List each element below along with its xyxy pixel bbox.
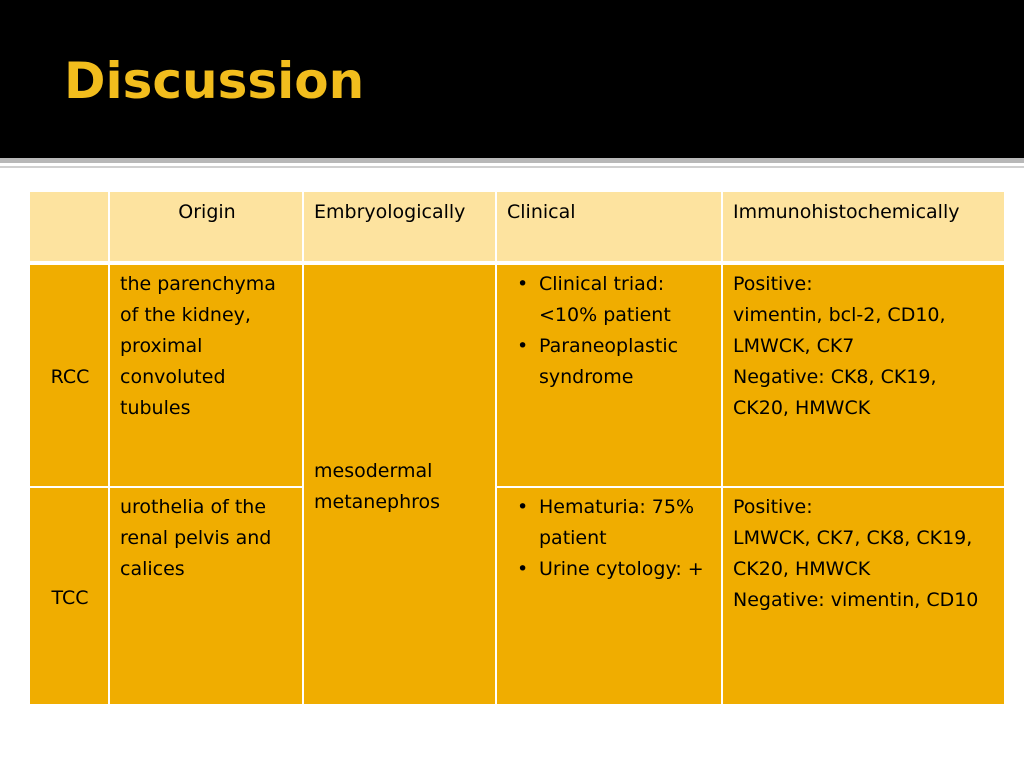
ihc-cell-rcc [722,263,1005,487]
origin-cell-tcc: urothelia of the renal pelvis and calices [109,487,303,705]
origin-cell-rcc: the parenchyma of the kidney, proximal convoluted tubules [109,263,303,487]
embryologically-merged-cell: mesodermal metanephros [303,263,496,705]
clinical-item: • Clinical triad: <10% patient [539,269,713,331]
slide-title: Discussion [64,52,365,110]
clinical-cell-rcc [496,263,722,487]
ihc-cell-tcc [722,487,1005,705]
table-row-tcc [29,487,1005,705]
ihc-line: Negative: CK8, CK19, CK20, HMWCK [733,366,937,419]
row-label-rcc: RCC [29,263,109,487]
clinical-item: • Urine cytology: + [539,554,713,585]
header-origin: Origin [109,191,303,263]
ihc-line: vimentin, bcl-2, CD10, LMWCK, CK7 [733,304,946,357]
clinical-item: • Hematuria: 75% patient [539,492,713,554]
ihc-line: Negative: vimentin, CD10 [733,589,979,611]
ihc-line: Positive: [733,496,813,518]
clinical-list-tcc [507,492,713,585]
ihc-line: LMWCK, CK7, CK8, CK19, CK20, HMWCK [733,527,973,580]
table-row-rcc [29,263,1005,487]
comparison-table [28,190,1006,706]
clinical-list-rcc [507,269,713,393]
clinical-cell-tcc [496,487,722,705]
header-embryologically: Embryologically [303,191,496,263]
header-immunohistochemically: Immunohistochemically [722,191,1005,263]
header-cell-empty [29,191,109,263]
table-header-row [29,191,1005,263]
clinical-item: • Paraneoplastic syndrome [539,331,713,393]
header-clinical: Clinical [496,191,722,263]
row-label-tcc: TCC [29,487,109,705]
ihc-line: Positive: [733,273,813,295]
title-bar [0,0,1024,158]
divider-thick [0,158,1024,163]
divider-thin [0,166,1024,168]
